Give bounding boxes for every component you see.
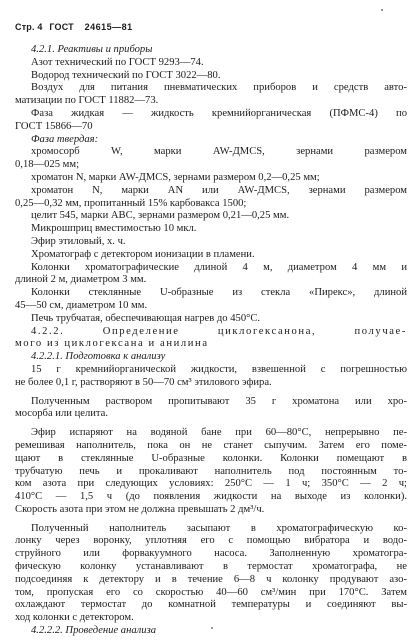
text-line: Эфир этиловый, х. ч. [31,235,126,247]
text-line: Эфир испаряют на водяной бане при 60—80°С, непрерывно пе- [31,427,407,439]
text-line: мосорба или целита. [15,408,109,420]
text-line: Фаза твердая: [31,133,99,145]
text-line: лонку через воронку, уплотняя его с помощью вибратора и водо- [15,535,407,547]
text-line: Полученным раствором пропитывают 35 г хроматона или хро- [31,395,407,407]
section-heading-determination-cont: мого из циклогексана и анилина [15,338,209,350]
standard-number: 24615—81 [84,22,133,32]
text-line: 0,18—025 мм; [15,159,80,171]
scan-speck [381,9,383,11]
text-line: подсоединяя к детектору и в течение 6—8 ч колонку продувают азо- [15,573,407,585]
text-line: Фаза жидкая — жидкость кремнийорганическая (ПФМС-4) по [31,107,407,119]
text-line: Колонки хроматографические длиной 4 м, диаметром 4 мм и [31,261,407,273]
text-line: струйного или форвакуумного насоса. Заполненную хроматогра- [15,548,407,560]
text-line: Хроматограф с детектором ионизации в пламени. [31,248,255,260]
text-line: ГОСТ 15866—70 [15,120,93,132]
text-line: целит 545, марки ABC, зернами размером 0,21—0,25 мм. [31,210,290,222]
section-heading-determination: 4.2.2. Определение циклогексанона, получае- [31,325,407,337]
text-line: Воздух для питания пневматических приборов и средств авто- [31,82,407,94]
text-line: охлаждают термостат до комнатной температуры и соединяют вы- [15,599,407,611]
text-line: Азот технический по ГОСТ 9293—74. [31,56,204,68]
text-line: том, пропуская его со скоростью 40—60 см³/мин при 170°С. Затем [15,586,407,598]
text-line: Скорость азота при этом не должна превышать 2 дм³/ч. [15,503,265,515]
text-line: трубчатую печь и прокаливают наполнитель под постоянным то- [15,465,407,477]
subsection-heading-preparation: 4.2.2.1. Подготовка к анализу [31,351,166,363]
text-line: ком азота при следующих условиях: 250°С — 1 ч; 350°С — 2 ч; [15,478,407,490]
scan-speck [211,627,213,629]
text-line: щают в стеклянные U-образные колонки. Колонки помещают в [15,452,407,464]
text-line: 45—50 см, диаметром 10 мм. [15,299,148,311]
text-line: Колонки стеклянные U-образные из стекла «Пирекс», длиной [31,287,407,299]
text-line: 0,25—0,32 мм, пропитанный 15% карбовакса 1500; [15,197,247,209]
text-line: Водород технический по ГОСТ 3022—80. [31,69,221,81]
text-line: 410°С — 1,5 ч (до появления жидкости на выходе из колонки). [15,491,407,503]
text-line: 15 г кремнийорганической жидкости, взвешенной с погрешностью [31,363,407,375]
text-line: не более 0,1 г, растворяют в 50—70 см³ этилового эфира. [15,376,272,388]
text-line: длиной 2 м, диаметром 3 мм. [15,274,147,286]
text-line: хроматон N, марки AW-ДМCS, зернами размером 0,2—0,25 мм; [31,171,320,183]
page-number: Стр. 4 [15,22,43,32]
text-line: хроматон N, марки AN или AW-ДМCS, зернами размером [31,184,407,196]
subsection-heading-analysis: 4.2.2.2. Проведение анализа [31,625,156,637]
text-line: Микрошприц вместимостью 10 мкл. [31,223,197,235]
standard-label: ГОСТ [49,22,74,32]
text-line: ремешивая наполнитель, пока он не станет сыпучим. Затем его поме- [15,439,407,451]
text-line: фическую колонку устанавливают в термостат хроматографа, не [15,561,407,573]
page-header [15,22,137,32]
text-line: Полученный наполнитель засыпают в хроматографическую ко- [31,522,407,534]
text-line: матизации по ГОСТ 11882—73. [15,95,159,107]
section-heading-reagents: 4.2.1. Реактивы и приборы [31,44,153,55]
text-line: хромосорб W, марки AW-ДМCS, зернами размером [31,146,407,158]
text-line: ход колонки с детектором. [15,612,134,624]
text-line: Печь трубчатая, обеспечивающая нагрев до 450°С. [31,312,261,324]
document-body [15,44,407,638]
